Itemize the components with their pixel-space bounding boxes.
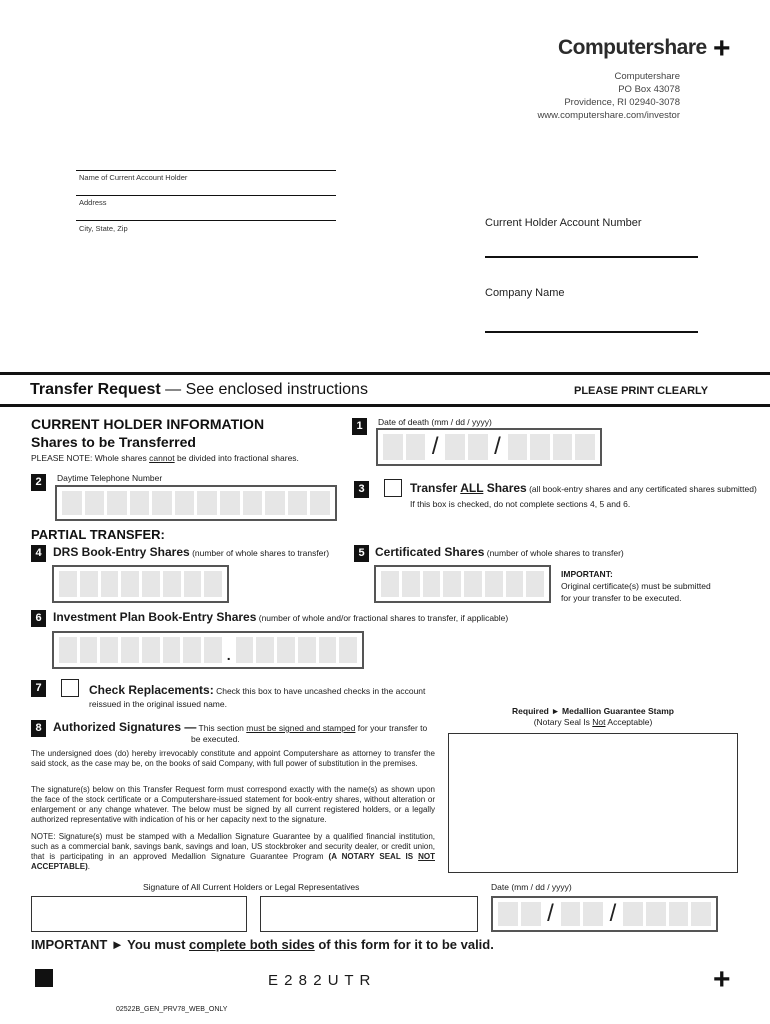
section-8-badge: 8 bbox=[31, 720, 46, 737]
current-holder-heading: CURRENT HOLDER INFORMATION bbox=[31, 416, 265, 432]
account-number-label: Current Holder Account Number bbox=[485, 217, 642, 229]
drs-shares-input[interactable] bbox=[52, 565, 229, 603]
transfer-all-checkbox[interactable] bbox=[384, 479, 402, 497]
signature-field-2[interactable] bbox=[260, 896, 478, 932]
signature-label: Signature of All Current Holders or Legal Representatives bbox=[143, 882, 360, 892]
date-of-death-input[interactable]: / / bbox=[376, 428, 602, 466]
name-label: Name of Current Account Holder bbox=[79, 173, 188, 182]
authorized-signatures-note: be executed. bbox=[191, 734, 240, 744]
section-5-badge: 5 bbox=[354, 545, 369, 562]
computershare-logo: Computershare bbox=[558, 36, 707, 59]
company-address bbox=[537, 70, 680, 122]
section-3-badge: 3 bbox=[354, 481, 369, 498]
address-line: Computershare bbox=[614, 71, 680, 82]
company-name-field[interactable] bbox=[485, 331, 698, 333]
check-replacements-label: Check Replacements: Check this box to have uncashed checks in the account bbox=[89, 683, 426, 697]
authorized-signatures-label: Authorized Signatures — This section must be signed and stamped for your transfer to bbox=[53, 720, 428, 734]
address-line: www.computershare.com/investor bbox=[537, 110, 680, 121]
medallion-stamp-caption: Required ► Medallion Guarantee Stamp (Notary Seal Is Not Acceptable) bbox=[512, 706, 674, 727]
fractional-note: PLEASE NOTE: Whole shares cannot be divided into fractional shares. bbox=[31, 453, 299, 463]
medallion-note-paragraph: NOTE: Signature(s) must be stamped with a Medallion Signature Guarantee by a qualified financial institution, such as a commercial bank, savings bank, savings and loan, US stockbroker and security dealer, or credit union, that is participating in an approved Medallion Signature Guarantee Program (A NOTARY SEAL IS NOT ACCEPTABLE). bbox=[31, 832, 435, 871]
section-7-badge: 7 bbox=[31, 680, 46, 697]
signature-field-1[interactable] bbox=[31, 896, 247, 932]
date-of-death-label: Date of death (mm / dd / yyyy) bbox=[378, 417, 492, 427]
signature-date-input[interactable]: / / bbox=[491, 896, 718, 932]
registration-square-mark bbox=[35, 969, 53, 987]
partial-transfer-heading: PARTIAL TRANSFER: bbox=[31, 527, 165, 542]
city-label: City, State, Zip bbox=[79, 224, 128, 233]
transfer-all-label: Transfer ALL Shares (all book-entry shares and any certificated shares submitted) bbox=[410, 481, 757, 495]
section-4-badge: 4 bbox=[31, 545, 46, 562]
file-code: 02522B_GEN_PRV78_WEB_ONLY bbox=[116, 1006, 228, 1013]
medallion-stamp-box[interactable] bbox=[448, 733, 738, 873]
check-replacements-checkbox[interactable] bbox=[61, 679, 79, 697]
transfer-all-note: If this box is checked, do not complete sections 4, 5 and 6. bbox=[410, 499, 631, 509]
check-replacements-note: reissued in the original issued name. bbox=[89, 699, 227, 709]
section-1-badge: 1 bbox=[352, 418, 367, 435]
shares-subheading: Shares to be Transferred bbox=[31, 434, 196, 450]
certificated-shares-input[interactable] bbox=[374, 565, 551, 603]
company-name-label: Company Name bbox=[485, 287, 565, 299]
form-code: E 2 8 2 U T R bbox=[268, 972, 372, 989]
title-bottom-rule bbox=[0, 404, 770, 407]
registration-plus-mark-bottom: + bbox=[713, 963, 731, 996]
signature-date-label: Date (mm / dd / yyyy) bbox=[491, 882, 572, 892]
print-clearly-note: PLEASE PRINT CLEARLY bbox=[574, 385, 709, 397]
address-line: PO Box 43078 bbox=[618, 84, 680, 95]
investment-plan-input[interactable]: . bbox=[52, 631, 364, 669]
drs-shares-label: DRS Book-Entry Shares (number of whole shares to transfer) bbox=[53, 545, 330, 559]
section-2-badge: 2 bbox=[31, 474, 46, 491]
account-number-field[interactable] bbox=[485, 256, 698, 258]
transfer-request-title: Transfer Request — See enclosed instructions bbox=[30, 381, 368, 398]
phone-label: Daytime Telephone Number bbox=[57, 473, 163, 483]
address-label: Address bbox=[79, 198, 107, 207]
registration-plus-mark: + bbox=[713, 32, 731, 65]
name-line bbox=[76, 170, 336, 171]
section-6-badge: 6 bbox=[31, 610, 46, 627]
certificated-shares-label: Certificated Shares (number of whole shares to transfer) bbox=[375, 545, 624, 559]
top-rule bbox=[0, 372, 770, 375]
certificate-important-note: IMPORTANT: Original certificate(s) must be submitted for your transfer to be executed. bbox=[561, 569, 711, 603]
signature-match-paragraph: The signature(s) below on this Transfer Request form must correspond exactly with the name(s) as shown upon the face of the stock certificate or a Computershare-issued statement for book-entry shares, without alteration or enlargement or any change whatever. The below must be signed by all current registered holders, or a legally authorized representative with indication of his or her capacity next to the signature. bbox=[31, 785, 435, 824]
address-line: Providence, RI 02940-3078 bbox=[564, 97, 680, 108]
city-line bbox=[76, 220, 336, 221]
investment-plan-label: Investment Plan Book-Entry Shares (number of whole and/or fractional shares to transfer, if applicable) bbox=[53, 610, 509, 624]
address-line-rule bbox=[76, 195, 336, 196]
important-both-sides-note: IMPORTANT ► You must complete both sides of this form for it to be valid. bbox=[31, 937, 494, 952]
power-of-attorney-paragraph: The undersigned does (do) hereby irrevocably constitute and appoint Computershare as attorney to transfer the said stock, as the case may be, on the books of said Company, with full power of substitution in the premises. bbox=[31, 749, 435, 768]
phone-input[interactable] bbox=[55, 485, 337, 521]
